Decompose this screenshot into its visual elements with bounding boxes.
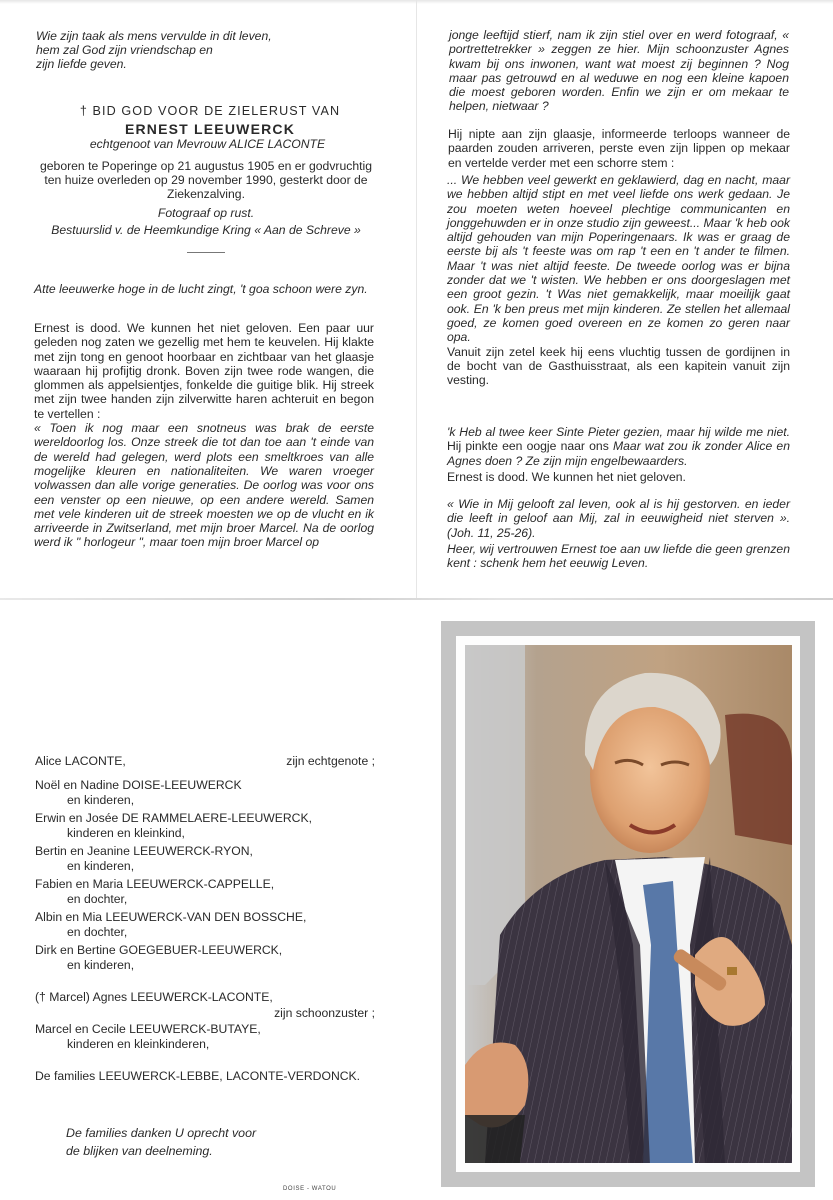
family-list bbox=[35, 753, 375, 1084]
family-brother bbox=[35, 1021, 375, 1052]
story-mid: Hij nipte aan zijn glaasje, informeerde terloops wanneer de paarden zouden arriveren, perste even zijn lippen op mekaar en vertelde verder met een schorre stem : bbox=[448, 127, 790, 170]
family-sub: en dochter, bbox=[67, 925, 128, 939]
family-child bbox=[35, 942, 375, 973]
family-child bbox=[35, 876, 375, 907]
family-name: Noël en Nadine DOISE-LEEUWERCK bbox=[35, 778, 242, 792]
family-name: Dirk en Bertine GOEGEBUER-LEEUWERCK, bbox=[35, 943, 283, 957]
family-sub: en kinderen, bbox=[67, 958, 135, 972]
story-quote: 'k Heb al twee keer Sinte Pieter gezien, maar hij wilde me niet. bbox=[447, 425, 790, 439]
story-end: Ernest is dood. We kunnen het niet geloven. bbox=[447, 470, 686, 484]
family-child bbox=[35, 810, 375, 841]
printer-imprint: DOISE - WATOU bbox=[283, 1186, 337, 1192]
family-other bbox=[35, 1068, 375, 1084]
family-child bbox=[35, 843, 375, 874]
family-name: Alice LACONTE, bbox=[35, 754, 126, 768]
story-part-1 bbox=[34, 321, 374, 550]
family-child bbox=[35, 909, 375, 940]
closing-prayer: Heer, wij vertrouwen Ernest toe aan uw liefde die geen grenzen kent : schenk hem het eeuwig Leven. bbox=[447, 542, 790, 571]
motto-line: hem zal God zijn vriendschap en bbox=[36, 43, 213, 57]
membership: Bestuurslid v. de Heemkundige Kring « Aan de Schreve » bbox=[51, 223, 361, 237]
family-sub: en kinderen, bbox=[67, 793, 135, 807]
divider bbox=[187, 252, 225, 253]
deceased-name: ERNEST LEEUWERCK bbox=[124, 121, 296, 137]
prayer-heading: † BID GOD VOOR DE ZIELERUST VAN bbox=[79, 104, 341, 118]
family-relation: zijn echtgenote ; bbox=[286, 754, 375, 768]
story-window: Vanuit zijn zetel keek hij eens vluchtig tussen de gordijnen in de bocht van de Gasthuisstraat, als een kapitein vanuit zijn vesting. bbox=[447, 344, 790, 388]
scripture-quote: « Wie in Mij gelooft zal leven, ook al is hij gestorven. en ieder die leeft in geloof aan Mij, zal in eeuwigheid niet sterven ». (Joh. 11, 25-26). bbox=[447, 497, 790, 540]
family-name: Fabien en Maria LEEUWERCK-CAPPELLE, bbox=[35, 877, 275, 891]
portrait-photo bbox=[465, 645, 792, 1163]
story-intro: Ernest is dood. We kunnen het niet geloven. Een paar uur geleden nog zaten we gezellig met hem te keuvelen. Hij klakte met zijn tong en genoot hoorbaar en zichtbaar van het glaasje waaraan hij profijtig dronk. Boven zijn twee rode wangen, die glommen als appelsientjes, fonkelde die guitige blik. Hij streek met zijn twee handen zijn zilverwitte haren achteruit en begon te vertellen : bbox=[34, 321, 374, 421]
story-quote: ... We hebben veel gewerkt en geklawierd, dag en nacht, maar we hebben altijd stipt en met veel liefde ons werk gedaan. Je zou moeten weten hoeveel plechtige communicanten en jonggehuwden er in onze studio zijn geweest... Maar 'k heb ook altijd gehouden van mijn Poperingenaars. Ik was er graag de eerste bij als 't feeste was om rap 't een en 't ander te filmen. Maar 't was niet altijd feeste. De tweede oorlog was er bijna zonder dat we 't wisten. We hebben er ons doorgeslagen met een groot gezin. 't Was niet gemakkelijk, maar moeilijk gaat ook. En 'k ben preus met mijn kinderen. Ze stellen het allemaal goed, ze komen goed overeen en ze komen zo geren naar opa. bbox=[447, 173, 790, 345]
photo-background-shadow bbox=[725, 714, 792, 845]
thanks-note bbox=[66, 1124, 316, 1160]
family-sub: en kinderen, bbox=[67, 859, 135, 873]
motto bbox=[36, 29, 336, 71]
story-quote: Maar wat zou ik zonder Alice en Agnes doen ? Ze zijn mijn engelbewaarders. bbox=[447, 439, 790, 468]
birth-death-text: geboren te Poperinge op 21 augustus 1905 en er godvruchtig ten huize overleden op 29 november 1990, gesterkt door de Ziekenzalving. bbox=[39, 159, 373, 201]
story-quote-continued: jonge leeftijd stierf, nam ik zijn stiel over en werd fotograaf, « portrettetrekker » zeggen ze hier. Mijn schoonzuster Agnes kwam bij ons inwonen, want wat moest zij beginnen ? Nog maar pas getrouwd en al weduwe en nog een kleine kapoen die moest geboren worden. Enfin we zijn er om mekaar te helpen, nietwaar ? bbox=[449, 28, 789, 114]
family-sister-in-law bbox=[35, 989, 375, 1021]
dialect-quote: Atte leeuwerke hoge in de lucht zingt, 't goa schoon were zyn. bbox=[34, 282, 368, 296]
family-name: De families LEEUWERCK-LEBBE, LACONTE-VERDONCK. bbox=[35, 1069, 361, 1083]
story-part-3 bbox=[447, 173, 790, 387]
family-name: († Marcel) Agnes LEEUWERCK-LACONTE, bbox=[35, 990, 273, 1004]
family-name: Erwin en Josée DE RAMMELAERE-LEEUWERCK, bbox=[35, 811, 313, 825]
family-sub: en dochter, bbox=[67, 892, 128, 906]
ring bbox=[727, 967, 737, 975]
family-child bbox=[35, 777, 375, 808]
motto-line: zijn liefde geven. bbox=[36, 57, 127, 71]
family-sub: kinderen en kleinkind, bbox=[67, 826, 185, 840]
story-wink: Hij pinkte een oogje naar ons bbox=[447, 439, 613, 454]
left-sleeve bbox=[465, 1115, 525, 1163]
story-angels bbox=[447, 425, 790, 468]
family-spouse bbox=[35, 753, 375, 769]
thanks-line: de blijken van deelneming. bbox=[66, 1144, 213, 1158]
motto-line: Wie zijn taak als mens vervulde in dit leven, bbox=[36, 29, 272, 43]
spouse-line: echtgenoot van Mevrouw ALICE LACONTE bbox=[89, 137, 326, 151]
family-name: Bertin en Jeanine LEEUWERCK-RYON, bbox=[35, 844, 253, 858]
story-quote: « Toen ik nog maar een snotneus was brak de eerste wereldoorlog los. Onze streek die tot dan toe aan 't einde van de wereld had gelegen, werd plots een smeltkroes van alle mogelijke kleuren en nationaliteiten. We waren vroeger volwassen dan alle vorige generaties. De oorlog was voor ons een venster op een nieuwe, op een andere wereld. Samen met vele kinderen uit de streek moesten we op de vlucht en ik arriveerde in Zwitserland, met mijn broer Marcel. Na de oorlog werd ik " horlogeur ", maar toen mijn broer Marcel op bbox=[34, 421, 374, 550]
family-relation: zijn schoonzuster ; bbox=[274, 1006, 375, 1020]
family-name: Marcel en Cecile LEEUWERCK-BUTAYE, bbox=[35, 1022, 261, 1036]
family-name: Albin en Mia LEEUWERCK-VAN DEN BOSSCHE, bbox=[35, 910, 307, 924]
occupation: Fotograaf op rust. bbox=[157, 206, 255, 220]
family-sub: kinderen en kleinkinderen, bbox=[67, 1037, 210, 1051]
portrait-illustration bbox=[465, 645, 792, 1163]
thanks-line: De families danken U oprecht voor bbox=[66, 1126, 257, 1140]
